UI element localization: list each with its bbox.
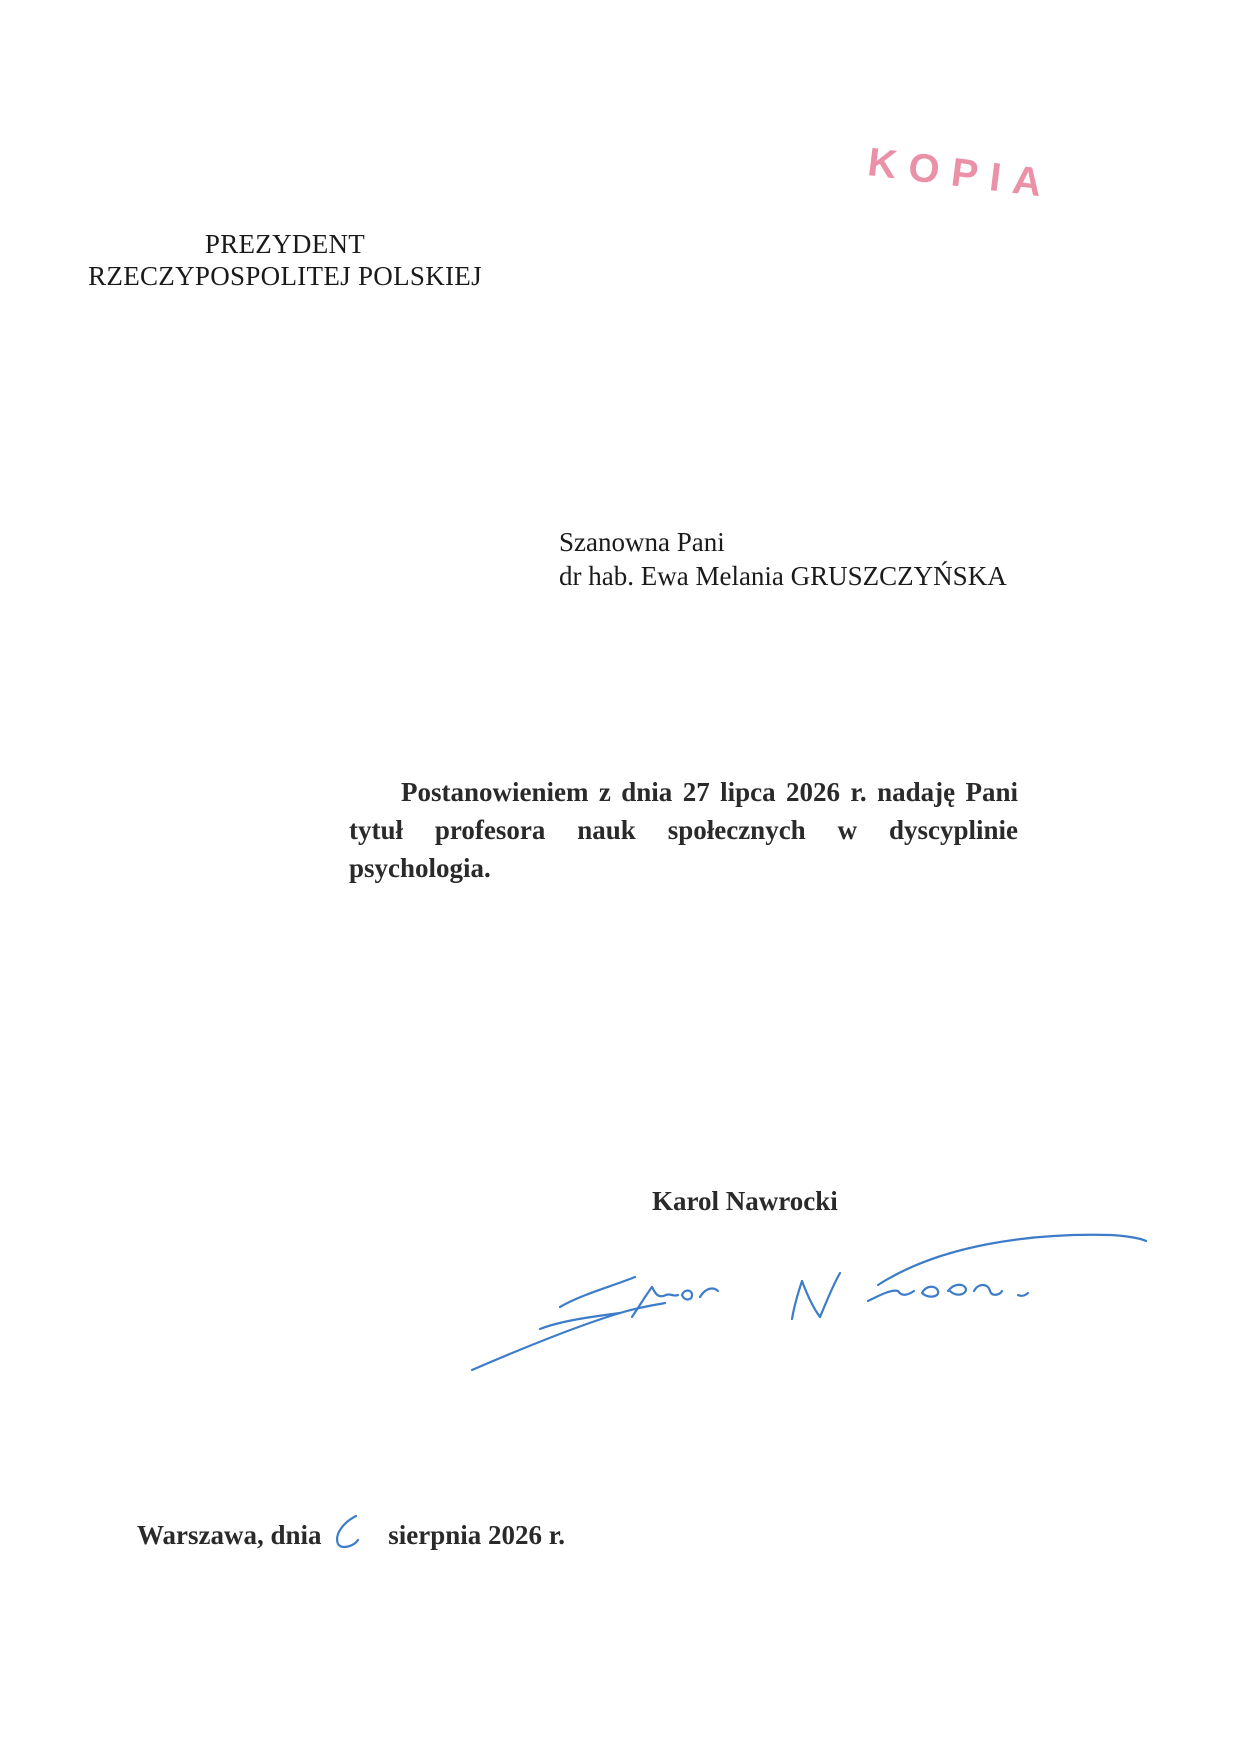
handwritten-day-mark xyxy=(322,1512,382,1552)
letterhead xyxy=(50,228,520,292)
date-suffix: sierpnia 2026 r. xyxy=(388,1520,566,1551)
handwritten-signature xyxy=(470,1225,1160,1385)
letterhead-line-1: PREZYDENT xyxy=(204,229,366,259)
place-and-date xyxy=(137,1518,565,1558)
letterhead-line-2: RZECZYPOSPOLITEJ POLSKIEJ xyxy=(88,261,482,291)
addressee-name: dr hab. Ewa Melania GRUSZCZYŃSKA xyxy=(559,561,1007,591)
addressee-salutation: Szanowna Pani xyxy=(559,527,725,557)
addressee-block xyxy=(559,525,1007,593)
date-prefix: Warszawa, dnia xyxy=(137,1520,322,1551)
signer-name: Karol Nawrocki xyxy=(652,1186,838,1216)
kopia-stamp: KOPIA xyxy=(865,140,1057,207)
letter-body-paragraph: Postanowieniem z dnia 27 lipca 2026 r. nadaję Pani tytuł profesora nauk społecznych w dyscyplinie psychologia. xyxy=(349,777,1018,883)
